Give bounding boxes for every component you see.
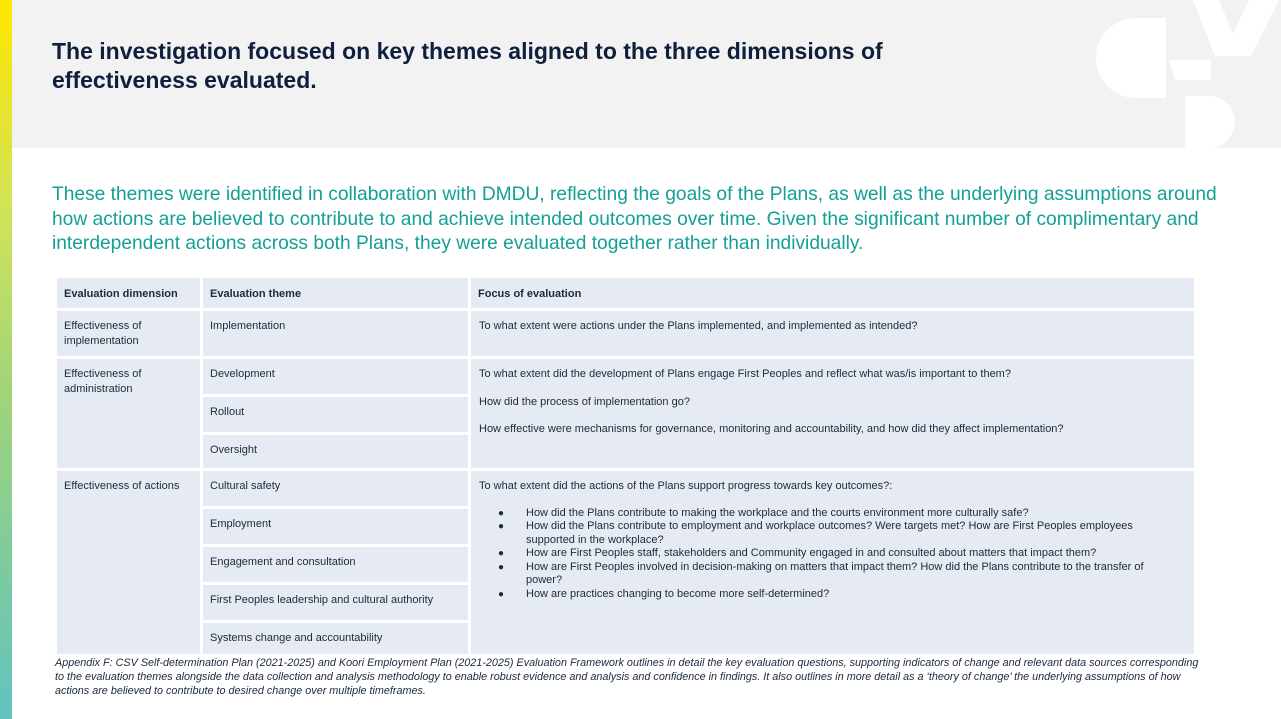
bullet-icon: ● (498, 507, 505, 519)
focus-question: To what extent did the development of Plans engage First Peoples and reflect what was/is important to them? (479, 368, 1011, 380)
dimension-cell: Effectiveness of implementation (56, 310, 202, 358)
dimension-cell: Effectiveness of administration (56, 358, 202, 470)
focus-bullet-list (479, 507, 1188, 602)
header-evaluation-theme: Evaluation theme (202, 277, 470, 310)
theme-cell: Implementation (202, 310, 470, 358)
theme-cell: Development (202, 358, 470, 396)
bullet-text: How are practices changing to become more self-determined? (526, 587, 830, 600)
table-row (56, 358, 1196, 396)
theme-cell: Cultural safety (202, 470, 470, 508)
theme-cell: Systems change and accountability (202, 622, 470, 656)
evaluation-table (54, 275, 1197, 657)
dimension-cell: Effectiveness of actions (56, 470, 202, 656)
bullet-icon: ● (498, 548, 505, 559)
list-item (479, 520, 1188, 547)
bullet-text: How are First Peoples involved in decision-making on matters that impact them? How did the Plans contribute to the transfer of power? (526, 560, 1144, 586)
table-header-row (56, 277, 1196, 310)
focus-cell (470, 470, 1196, 656)
list-item (479, 561, 1188, 588)
header-focus-of-evaluation: Focus of evaluation (470, 277, 1196, 310)
bullet-icon: ● (498, 521, 505, 532)
logo-mark-icon (1091, 0, 1281, 148)
focus-question: How did the process of implementation go? (479, 395, 690, 408)
theme-cell: Oversight (202, 434, 470, 470)
list-item (479, 588, 1188, 602)
header-evaluation-dimension: Evaluation dimension (56, 277, 202, 310)
bullet-text: How did the Plans contribute to employment and workplace outcomes? Were targets met? How are First Peoples employees supported in the workplace? (526, 520, 1133, 546)
theme-cell: Engagement and consultation (202, 546, 470, 584)
slide-title: The investigation focused on key themes aligned to the three dimensions of effectiveness evaluated. (52, 38, 883, 93)
appendix-footnote: Appendix F: CSV Self-determination Plan (2021-2025) and Koori Employment Plan (2021-2025) Evaluation Framework outlines in detail the key evaluation questions, supporting indicators of change and relevant data sources corresponding to the evaluation themes alongside the data collection and analysis methodology to enable robust evidence and analysis and confidence in findings. It also outlines in more detail as a ‘theory of change’ the underlying assumptions of how actions are believed to contribute to desired change over multiple timeframes. (55, 657, 1199, 697)
focus-intro: To what extent did the actions of the Plans support progress towards key outcomes?: (479, 480, 893, 492)
list-item (479, 547, 1188, 561)
list-item (479, 507, 1188, 521)
bullet-icon: ● (498, 588, 505, 600)
table-row (56, 470, 1196, 508)
focus-cell: To what extent were actions under the Plans implemented, and implemented as intended? (470, 310, 1196, 358)
focus-question: How effective were mechanisms for governance, monitoring and accountability, and how did they affect implementation? (479, 423, 1064, 435)
theme-cell: First Peoples leadership and cultural authority (202, 584, 470, 622)
focus-cell (470, 358, 1196, 470)
table-row (56, 310, 1196, 358)
bullet-icon: ● (498, 561, 505, 573)
slide-subtitle: These themes were identified in collaboration with DMDU, reflecting the goals of the Plans, as well as the underlying assumptions around how actions are believed to contribute to and achieve intended outcomes over time. Given the significant number of complimentary and interdependent actions across both Plans, they were evaluated together rather than individually. (52, 184, 1217, 254)
bullet-text: How did the Plans contribute to making the workplace and the courts environment more culturally safe? (526, 506, 1029, 519)
bullet-text: How are First Peoples staff, stakeholders and Community engaged in and consulted about matters that impact them? (526, 547, 1097, 559)
theme-cell: Rollout (202, 396, 470, 434)
gradient-accent-bar (0, 0, 12, 719)
theme-cell: Employment (202, 508, 470, 546)
